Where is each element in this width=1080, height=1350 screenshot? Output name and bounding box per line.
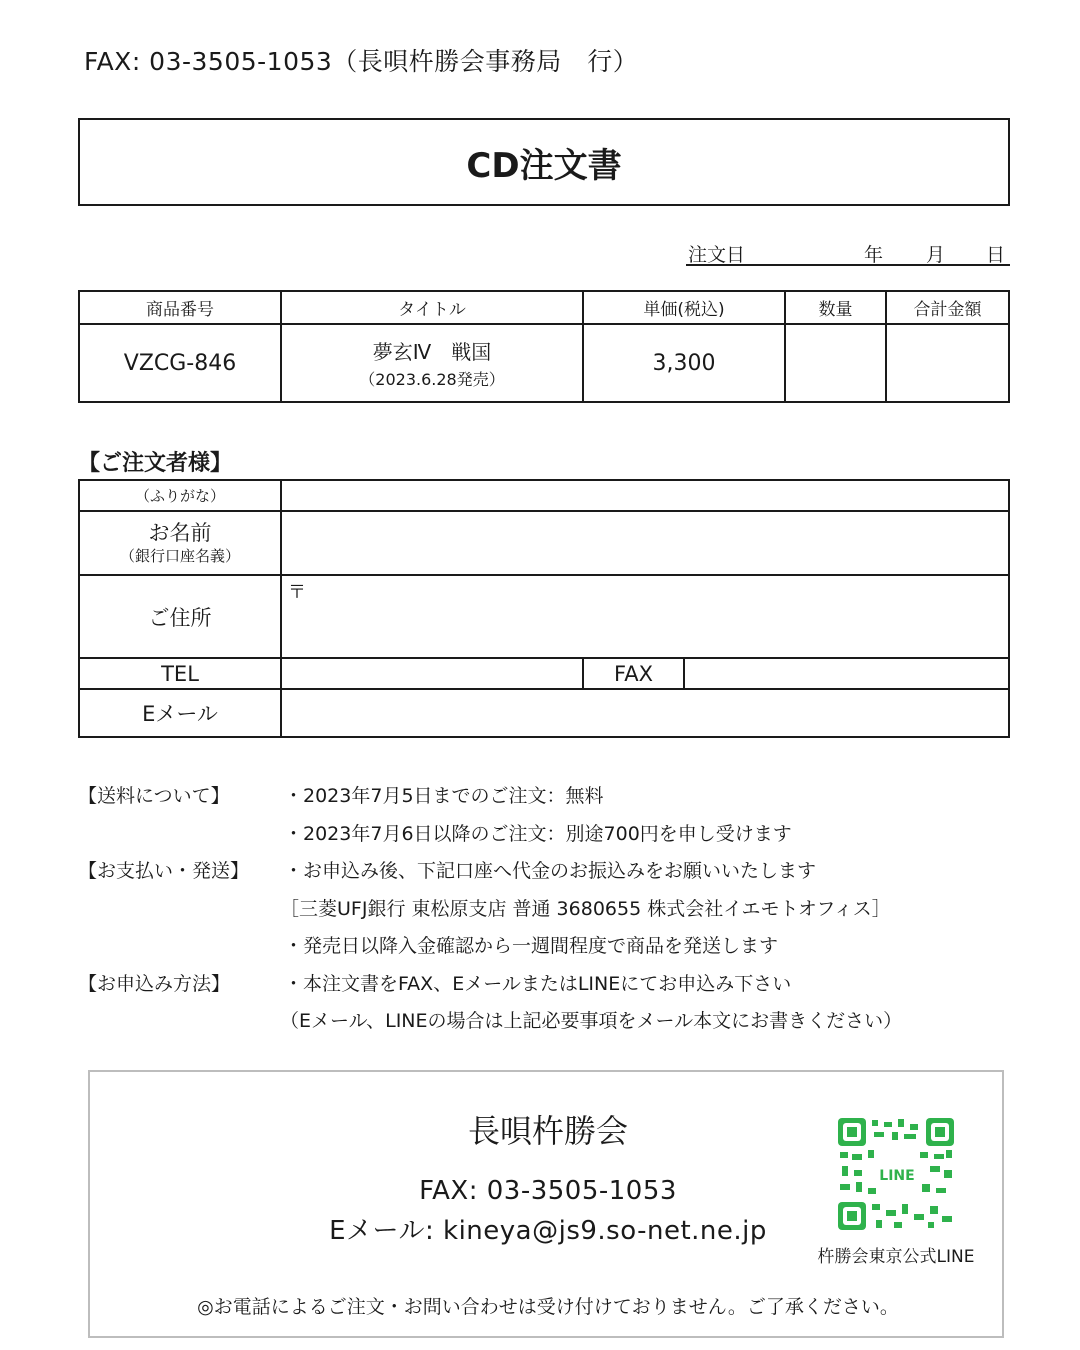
footer-fax: FAX: 03-3505-1053: [419, 1176, 677, 1206]
tel-label: TEL: [79, 658, 281, 689]
name-field[interactable]: [281, 511, 1009, 575]
order-date-field[interactable]: [686, 240, 1010, 266]
customer-section-title: 【ご注文者様】: [78, 451, 233, 476]
fax-destination-line: FAX: 03-3505-1053（長唄杵勝会事務局 行）: [84, 47, 639, 76]
note-key: [78, 928, 284, 966]
customer-table: [78, 479, 1010, 738]
order-date-label: 注文日: [688, 244, 746, 266]
note-text: ・2023年7月5日までのご注文：無料: [284, 785, 604, 807]
address-field[interactable]: [281, 575, 1009, 658]
note-key: [78, 1003, 284, 1041]
qr-line-label: LINE: [879, 1168, 915, 1184]
notes-section: [78, 778, 902, 1041]
note-key: [78, 816, 284, 854]
note-text: （Eメール、LINEの場合は上記必要事項をメール本文にお書きください）: [280, 1010, 903, 1032]
note-key-method: 【お申込み方法】: [78, 972, 231, 995]
note-text: ［三菱UFJ銀行 東松原支店 普通 3680655 株式会社イエモトオフィス］: [280, 897, 891, 920]
total-field[interactable]: [886, 324, 1009, 402]
name-label-text: お名前: [148, 520, 212, 545]
address-label: ご住所: [79, 575, 281, 658]
list-item: [78, 816, 902, 854]
list-item: [78, 1003, 902, 1041]
col-header-code: 商品番号: [79, 291, 281, 324]
product-title-cell: [281, 324, 583, 402]
table-row: [79, 324, 1009, 402]
product-title: 夢玄Ⅳ 戦国: [372, 340, 492, 364]
fax-field[interactable]: [684, 658, 1009, 689]
list-item: [78, 928, 902, 966]
name-label-sub: （銀行口座名義）: [119, 546, 240, 565]
note-key-payment: 【お支払い・発送】: [78, 860, 250, 882]
note-text: ・お申込み後、下記口座へ代金のお振込みをお願いいたします: [284, 860, 817, 882]
furigana-field[interactable]: [281, 480, 1009, 511]
document-title: CD注文書: [466, 145, 622, 186]
furigana-label-text: （ふりがな）: [134, 487, 225, 505]
name-label: [79, 511, 281, 575]
col-header-total: 合計金額: [886, 291, 1009, 324]
col-header-title: タイトル: [281, 291, 583, 324]
order-date-year: 年: [864, 244, 884, 266]
note-key-shipping: 【送料について】: [78, 785, 230, 807]
col-header-price: 単価(税込): [583, 291, 785, 324]
footer-email[interactable]: Eメール: kineya@js9.so-net.ne.jp: [329, 1216, 767, 1246]
list-item: [78, 778, 902, 816]
postal-mark: 〒: [288, 582, 306, 603]
product-release-date: （2023.6.28発売）: [359, 370, 505, 389]
note-key: [78, 891, 284, 929]
quantity-field[interactable]: [785, 324, 886, 402]
product-price: 3,300: [583, 324, 785, 402]
col-header-quantity: 数量: [785, 291, 886, 324]
qr-caption: 杵勝会東京公式LINE: [817, 1247, 975, 1267]
email-field[interactable]: [281, 689, 1009, 737]
note-text: ・本注文書をFAX、EメールまたはLINEにてお申込み下さい: [284, 972, 792, 995]
no-phone-notice: ◎お電話によるご注文・お問い合わせは受け付けておりません。ご了承ください。: [197, 1296, 899, 1318]
list-item: [78, 966, 902, 1004]
furigana-label: [79, 480, 281, 511]
list-item: [78, 853, 902, 891]
product-table: [78, 290, 1010, 403]
line-qr-code-icon[interactable]: [838, 1118, 954, 1230]
tel-field[interactable]: [281, 658, 583, 689]
contact-footer: [88, 1070, 1004, 1338]
email-label: Eメール: [79, 689, 281, 737]
order-date-month: 月: [926, 244, 946, 266]
fax-label: FAX: [583, 658, 684, 689]
order-date-day: 日: [986, 244, 1006, 266]
product-code: VZCG-846: [79, 324, 281, 402]
organization-name: 長唄杵勝会: [467, 1112, 628, 1150]
document-title-box: [78, 118, 1010, 206]
list-item: [78, 891, 902, 929]
note-text: ・発売日以降入金確認から一週間程度で商品を発送します: [284, 935, 779, 957]
note-text: ・2023年7月6日以降のご注文：別途700円を申し受けます: [284, 822, 792, 845]
